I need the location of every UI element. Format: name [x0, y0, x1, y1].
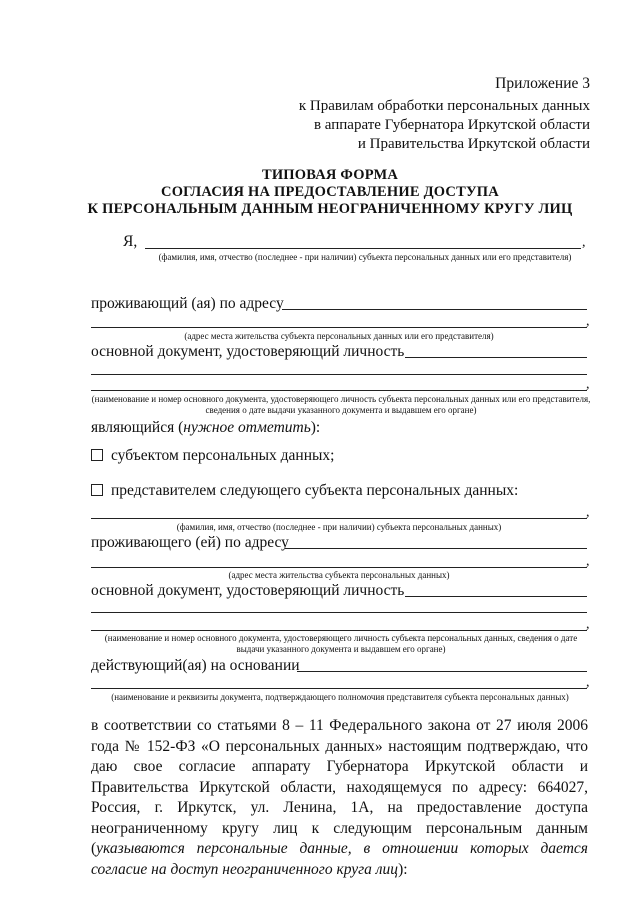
appendix-number: Приложение 3 [495, 75, 590, 92]
comma: , [586, 314, 590, 329]
checkbox-representative[interactable] [91, 484, 103, 496]
comma: , [586, 675, 590, 690]
subject-doc-label: основной документ, удостоверяющий личность [91, 582, 405, 599]
subject-address-label: проживающего (ей) по адресу [91, 534, 289, 551]
address-caption: (адрес места жительства субъекта персональных данных или его представителя) [184, 331, 494, 341]
doc-label: основной документ, удостоверяющий личность [91, 343, 405, 360]
subject-address-caption: (адрес места жительства субъекта персональных данных) [228, 570, 450, 580]
title-line-1: ТИПОВАЯ ФОРМА [261, 167, 399, 183]
header-line-3: и Правительства Иркутской области [357, 136, 590, 152]
acting-field-2[interactable] [91, 688, 587, 689]
subject-doc-field[interactable] [405, 596, 587, 597]
doc-field-3[interactable] [91, 390, 587, 391]
comma: , [586, 377, 590, 392]
consent-paragraph: в соответствии со статьями 8 – 11 Федерального закона от 27 июля 2006 года № 152-ФЗ «О персональных данных» настоящим подтверждаю, что даю свое согласие аппарату Губернатора Иркутской области и Правительства Иркутской области, находящемуся по адресу: 664027, Россия, г. Иркутск, ул. Ленина, 1А, на предоставление доступа неограниченному кругу лиц к следующим персональным данным (указываются персональные данные, в отношении которых дается согласие на доступ неограниченного круга лиц): [91, 717, 588, 878]
acting-label: действующий(ая) на основании [91, 657, 300, 674]
subject-doc-caption: (наименование и номер основного документа, удостоверяющего личность субъекта персональных данных, сведения о дате выдачи указанного документа и выдавшем его органе) [104, 633, 578, 654]
doc-field[interactable] [405, 357, 587, 358]
subject-address-field[interactable] [285, 548, 587, 549]
fio-caption: (фамилия, имя, отчество (последнее - при наличии) субъекта персональных данных или его представителя) [158, 252, 572, 262]
comma: , [582, 235, 586, 250]
subject-fio-caption: (фамилия, имя, отчество (последнее - при наличии) субъекта персональных данных) [176, 522, 502, 532]
subject-fio-field[interactable] [91, 518, 587, 519]
header-line-1: к Правилам обработки персональных данных [298, 98, 590, 114]
checkbox-subject[interactable] [91, 449, 103, 461]
subject-doc-field-2[interactable] [91, 612, 587, 613]
option-representative[interactable]: представителем следующего субъекта персональных данных: [91, 481, 518, 501]
title-line-3: К ПЕРСОНАЛЬНЫМ ДАННЫМ НЕОГРАНИЧЕННОМУ КРУГУ ЛИЦ [87, 201, 573, 217]
doc-field-2[interactable] [91, 374, 587, 375]
subject-doc-field-3[interactable] [91, 630, 587, 631]
comma: , [586, 505, 590, 520]
fio-field[interactable] [145, 248, 581, 249]
address-label: проживающий (ая) по адресу [91, 295, 284, 312]
address-field-2[interactable] [91, 327, 587, 328]
doc-caption: (наименование и номер основного документа, удостоверяющего личность субъекта персональных данных или его представителя, сведения о дате выдачи указанного документа и выдавшем его органе) [91, 394, 591, 415]
subject-address-field-2[interactable] [91, 567, 587, 568]
acting-caption: (наименование и реквизиты документа, подтверждающего полномочия представителя субъекта персональных данных) [111, 692, 569, 702]
being-label: являющийся (нужное отметить): [91, 419, 321, 436]
option-subject[interactable]: субъектом персональных данных; [91, 446, 334, 466]
header-line-2: в аппарате Губернатора Иркутской области [313, 117, 590, 133]
acting-field[interactable] [297, 671, 587, 672]
title-line-2: СОГЛАСИЯ НА ПРЕДОСТАВЛЕНИЕ ДОСТУПА [161, 184, 499, 200]
comma: , [586, 617, 590, 632]
address-field[interactable] [282, 309, 587, 310]
comma: , [586, 554, 590, 569]
i-label: Я, [123, 233, 138, 250]
